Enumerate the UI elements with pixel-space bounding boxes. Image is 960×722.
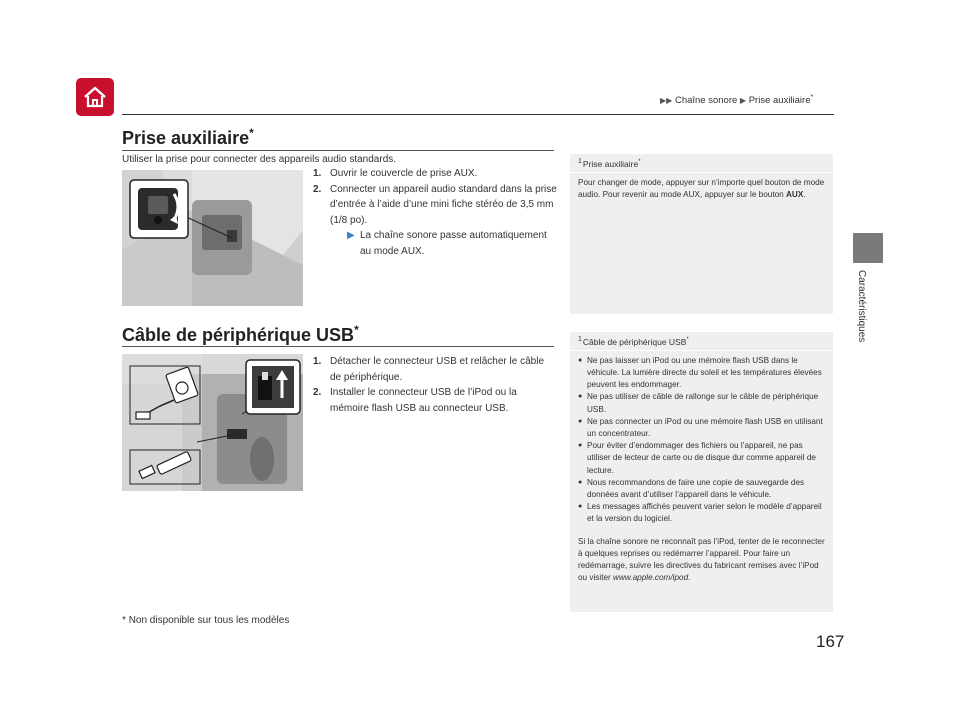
- list-item: ● Ne pas connecter un iPod ou une mémoire flash USB en utilisant un concentrateur.: [578, 416, 825, 440]
- side-tab-marker[interactable]: [853, 233, 883, 263]
- aux-steps-list: [313, 166, 558, 259]
- note-text: [570, 351, 833, 589]
- title-asterisk: *: [249, 126, 254, 140]
- list-item: ● Ne pas laisser un iPod ou une mémoire flash USB dans le véhicule. La lumière directe du soleil et les températures élevées peuvent les endommager.: [578, 355, 825, 392]
- note-box-cable-usb: [570, 332, 833, 612]
- aux-button-label: AUX: [786, 190, 804, 200]
- note-text: Pour changer de mode, appuyer sur n’importe quel bouton de mode audio. Pour revenir au mode AUX, appuyer sur le bouton AUX.: [578, 177, 825, 200]
- breadcrumb-asterisk: *: [810, 94, 814, 101]
- section-title-cable-usb: [122, 323, 359, 346]
- breadcrumb: [660, 94, 813, 106]
- note-title: $^1$Prise auxiliaire*: [570, 154, 833, 173]
- section-title-text: Câble de périphérique USB: [122, 325, 355, 345]
- usb-steps-list: [313, 354, 553, 416]
- note-title: $^1$Câble de périphérique USB*: [570, 332, 833, 351]
- section-title-prise-auxiliaire: [122, 126, 254, 149]
- section-rule: [122, 346, 554, 347]
- home-button[interactable]: [76, 78, 114, 116]
- side-tab-label: Caractéristiques: [856, 270, 867, 343]
- section-rule: [122, 150, 554, 151]
- triangle-icon: ▶: [739, 96, 747, 106]
- list-item: 2. Connecter un appareil audio standard dans la prise d’entrée à l’aide d’une mini fiche stéréo de 3,5 mm (1/8 po). ▶ La chaîne sonore passe automatiquement au mode AUX.: [313, 182, 558, 260]
- triangle-arrow-icon: ▶: [347, 230, 355, 241]
- footnote: * Non disponible sur tous les modèles: [122, 615, 290, 626]
- breadcrumb-prise-auxiliaire[interactable]: Prise auxiliaire: [748, 95, 811, 107]
- note-paragraph: Si la chaîne sonore ne reconnaît pas l’iPod, tenter de le reconnecter à quelques reprises ou redémarrer l’appareil. Pour faire un redémarrage, suivre les directives du fabricant remises avec l’iPod ou visiter www.apple.com/ipod.: [578, 536, 825, 583]
- list-item: ● Les messages affichés peuvent varier selon le modèle d’appareil et la version du logiciel.: [578, 501, 825, 525]
- page-number: 167: [816, 632, 845, 651]
- section-title-text: Prise auxiliaire: [122, 128, 250, 148]
- title-asterisk: *: [354, 323, 359, 337]
- list-item: 1. Détacher le connecteur USB et relâcher le câble de périphérique.: [313, 356, 545, 383]
- breadcrumb-chaine-sonore[interactable]: Chaîne sonore: [674, 95, 738, 107]
- intro-text: Utiliser la prise pour connecter des appareils audio standards.: [122, 154, 397, 165]
- aux-jack-photo: [122, 170, 303, 306]
- list-item: ● Pour éviter d’endommager des fichiers ou l’appareil, ne pas utiliser de lecteur de carte ou de disque dur comme appareil de lecture.: [578, 440, 825, 477]
- home-icon: [82, 85, 108, 109]
- list-item: 1. Ouvrir le couvercle de prise AUX.: [313, 168, 478, 179]
- header-rule: [122, 114, 834, 115]
- usb-cable-photo: [122, 354, 303, 491]
- double-triangle-icon: ▶▶: [660, 96, 673, 106]
- step-result: ▶ La chaîne sonore passe automatiquement au mode AUX.: [347, 230, 547, 257]
- list-item: ● Nous recommandons de faire une copie de sauvegarde des données avant d’utiliser l’appareil dans le véhicule.: [578, 477, 825, 501]
- note-bullet-list: [578, 355, 825, 526]
- apple-ipod-link[interactable]: www.apple.com/ipod: [613, 573, 689, 583]
- list-item: 2. Installer le connecteur USB de l’iPod ou la mémoire flash USB au connecteur USB.: [313, 387, 517, 414]
- note-box-prise-auxiliaire: [570, 154, 833, 314]
- list-item: ● Ne pas utiliser de câble de rallonge sur le câble de périphérique USB.: [578, 391, 825, 415]
